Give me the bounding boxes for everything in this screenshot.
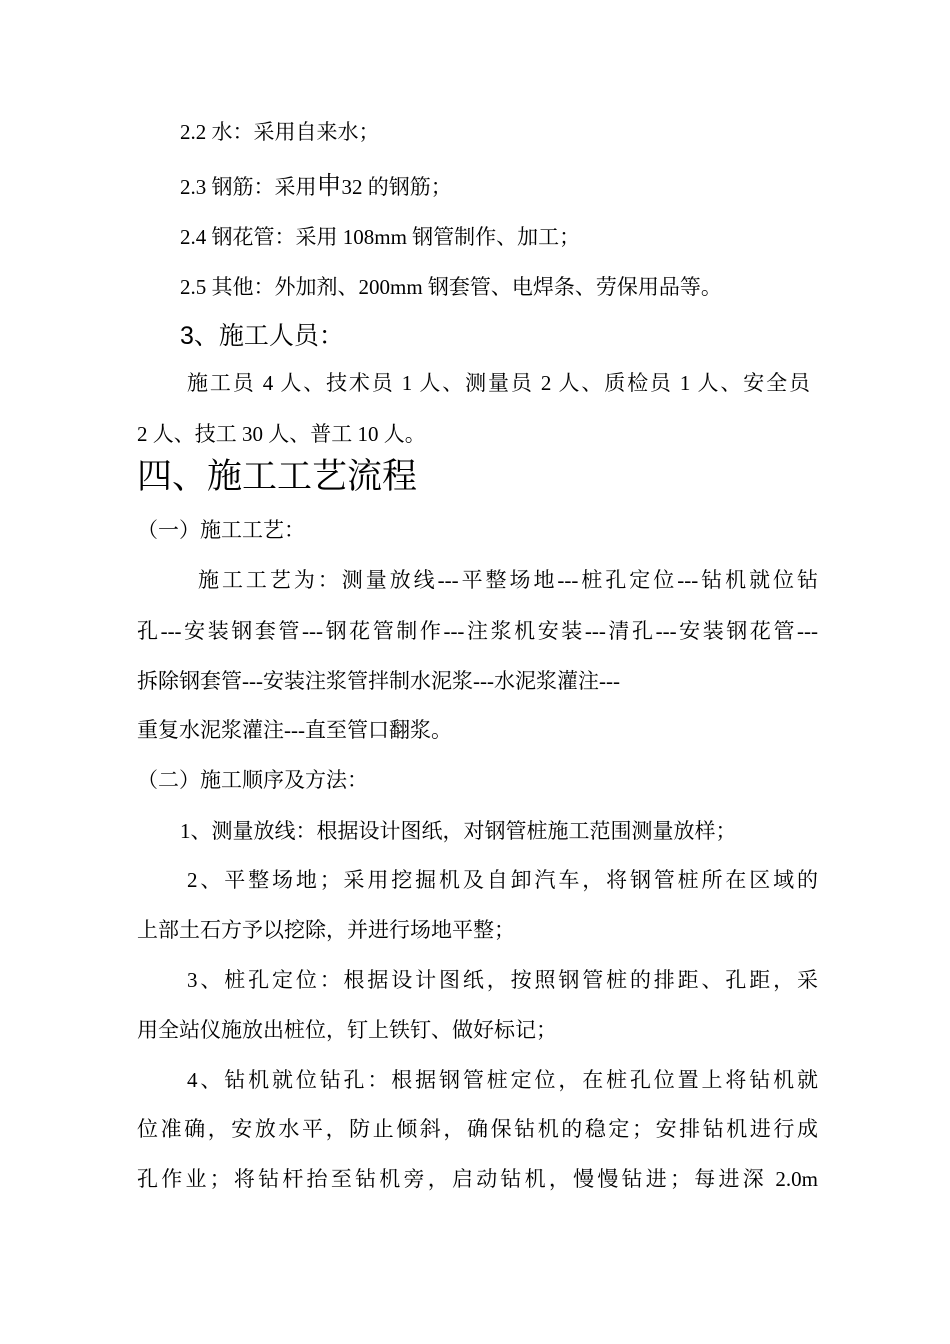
- step-4-line-2: 位准确，安放水平，防止倾斜，确保钻机的稳定；安排钻机进行成: [137, 1117, 818, 1141]
- rebar-suffix: 32 的钢筋；: [341, 175, 452, 199]
- process-line-2: 孔---安装钢套管---钢花管制作---注浆机安装---清孔---安装钢花管---: [137, 619, 818, 643]
- subheading-process: （一）施工工艺：: [137, 518, 305, 542]
- step-2-line-2: 上部土石方予以挖除，并进行场地平整；: [137, 918, 515, 942]
- step-4-line-3: 孔作业；将钻杆抬至钻机旁，启动钻机，慢慢钻进；每进深 2.0m: [137, 1167, 818, 1191]
- step-2-line-1: 2、平整场地；采用挖掘机及自卸汽车，将钢管桩所在区域的: [187, 868, 818, 892]
- step-4-line-1: 4、钻机就位钻孔：根据钢管桩定位，在桩孔位置上将钻机就: [187, 1068, 818, 1092]
- process-line-4: 重复水泥浆灌注---直至管口翻浆。: [137, 718, 452, 742]
- personnel-line-2: 2 人、技工 30 人、普工 10 人。: [137, 422, 426, 446]
- section-heading-personnel: 3、施工人员：: [180, 322, 344, 350]
- rebar-symbol: 申: [316, 172, 342, 200]
- process-line-1: 施工工艺为：测量放线---平整场地---桩孔定位---钻机就位钻: [198, 568, 818, 592]
- process-line-3: 拆除钢套管---安装注浆管拌制水泥浆---水泥浆灌注---: [137, 669, 620, 693]
- personnel-line-1: 施工员 4 人、技术员 1 人、测量员 2 人、质检员 1 人、安全员: [187, 371, 810, 395]
- rebar-prefix: 2.3 钢筋：采用: [180, 175, 317, 199]
- material-other-line: 2.5 其他：外加剂、200mm 钢套管、电焊条、劳保用品等。: [180, 275, 722, 299]
- step-1-line: 1、测量放线：根据设计图纸，对钢管桩施工范围测量放样；: [180, 819, 737, 843]
- step-3-line-2: 用全站仪施放出桩位，钉上铁钉、做好标记；: [137, 1018, 557, 1042]
- step-3-line-1: 3、桩孔定位：根据设计图纸，按照钢管桩的排距、孔距，采: [187, 968, 818, 992]
- material-water-line: 2.2 水：采用自来水；: [180, 120, 380, 144]
- subheading-sequence: （二）施工顺序及方法：: [137, 768, 368, 792]
- material-rebar-line: [180, 172, 452, 201]
- chapter-heading-process: 四、施工工艺流程: [137, 457, 418, 496]
- material-steel-pipe-line: 2.4 钢花管：采用 108mm 钢管制作、加工；: [180, 225, 581, 249]
